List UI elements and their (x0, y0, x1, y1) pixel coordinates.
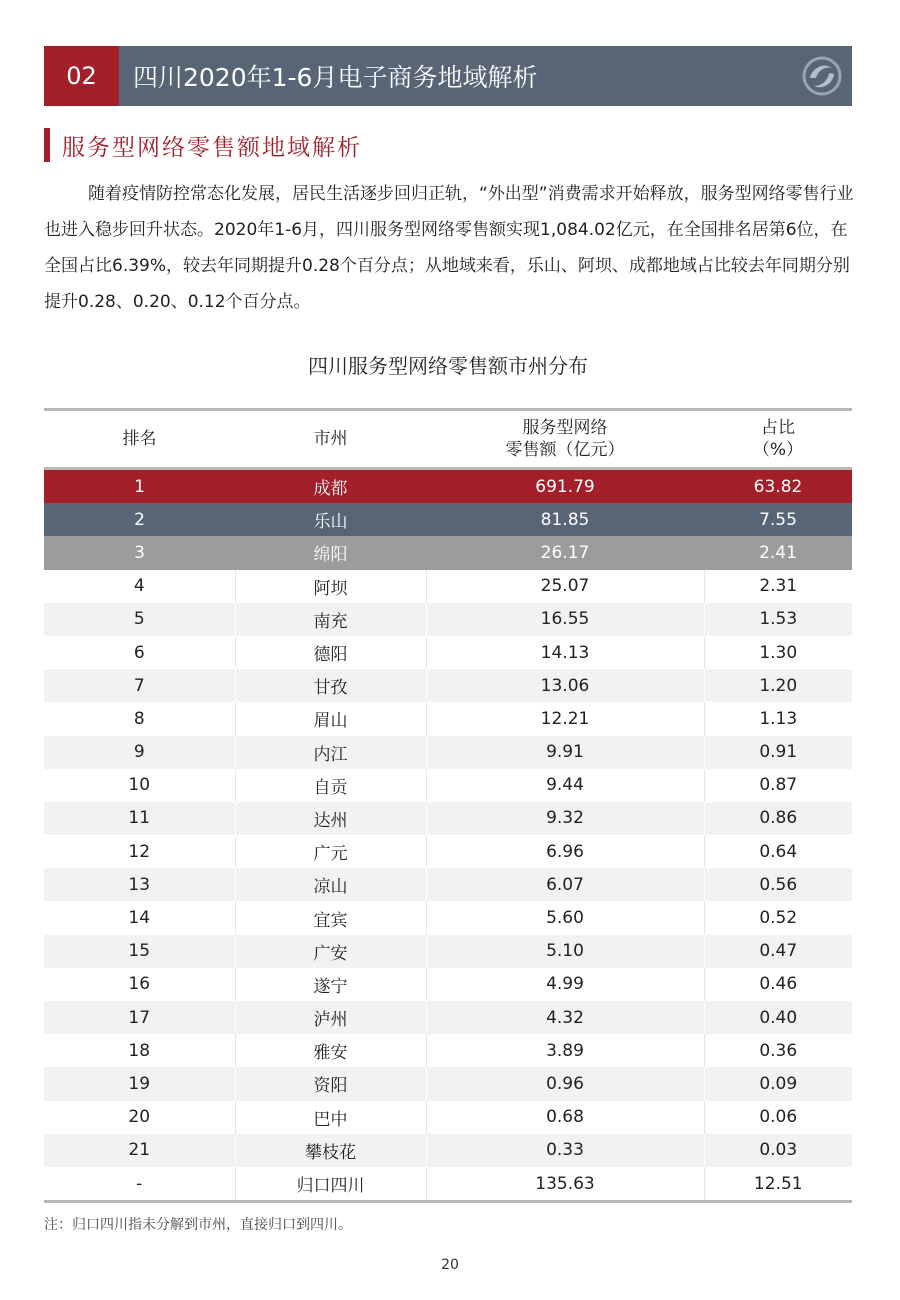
cell-city: 广元 (235, 835, 426, 868)
table-row (44, 802, 852, 835)
cell-city: 达州 (235, 802, 426, 835)
cell-rank: 18 (128, 1040, 151, 1061)
table-row (44, 1001, 852, 1034)
cell-rank: 17 (128, 1007, 151, 1028)
cell-city: 宜宾 (235, 901, 426, 934)
page-number: 20 (441, 1257, 459, 1273)
cell-city: 内江 (235, 736, 426, 769)
cell-city: 德阳 (235, 636, 426, 669)
section-heading (44, 128, 362, 162)
cell-sales: 9.91 (426, 736, 704, 769)
table-row (44, 901, 852, 934)
table-title: 四川服务型网络零售额市州分布 (308, 354, 588, 378)
cell-sales: 5.10 (426, 935, 704, 968)
cell-share: 0.46 (704, 968, 852, 1001)
table-row (44, 669, 852, 702)
header-city: 市州 (313, 429, 348, 449)
cell-sales: 4.99 (426, 968, 704, 1001)
cell-city: 绵阳 (313, 545, 348, 566)
cell-sales: 6.07 (426, 868, 704, 901)
cell-sales: 81.85 (540, 509, 590, 530)
cell-share: 0.87 (704, 769, 852, 802)
cell-rank: 7 (133, 675, 145, 696)
cell-city: 广安 (235, 935, 426, 968)
cell-city: 归口四川 (235, 1167, 426, 1202)
cell-sales: 3.89 (426, 1034, 704, 1067)
cell-rank: 6 (133, 642, 145, 663)
section-title: 服务型网络零售额地域解析 (62, 134, 362, 161)
cell-rank: 4 (133, 576, 145, 597)
cell-rank: 5 (133, 609, 145, 630)
cell-city: 遂宁 (235, 968, 426, 1001)
cell-city: 甘孜 (235, 669, 426, 702)
table-row (44, 835, 852, 868)
cell-sales: 16.55 (426, 603, 704, 636)
cell-city: 凉山 (235, 868, 426, 901)
section-number: 02 (44, 46, 119, 106)
heading-bar (44, 128, 50, 162)
table-row (44, 536, 852, 569)
logo-icon (802, 56, 842, 96)
cell-city: 南充 (235, 603, 426, 636)
table-row (44, 636, 852, 669)
table-body (44, 469, 852, 1202)
cell-sales: 9.32 (426, 802, 704, 835)
table-row (44, 469, 852, 504)
header-sales-line2: 零售额（亿元） (505, 440, 625, 460)
cell-city: 成都 (313, 479, 348, 500)
cell-rank: 15 (128, 941, 151, 962)
cell-rank: 3 (134, 542, 145, 563)
city-sales-table (44, 408, 852, 1203)
cell-sales: 4.32 (426, 1001, 704, 1034)
header-share (704, 410, 852, 469)
header-sales (426, 410, 704, 469)
cell-rank: 12 (128, 841, 151, 862)
cell-share: 7.55 (759, 509, 797, 530)
cell-sales: 9.44 (426, 769, 704, 802)
cell-sales: 6.96 (426, 835, 704, 868)
cell-sales: 135.63 (426, 1167, 704, 1202)
cell-rank: 19 (128, 1073, 151, 1094)
cell-sales: 691.79 (535, 476, 595, 497)
table-row (44, 1134, 852, 1167)
cell-share: 0.86 (704, 802, 852, 835)
cell-rank: 11 (128, 808, 151, 829)
cell-city: 自贡 (235, 769, 426, 802)
table-row (44, 570, 852, 603)
cell-sales: 5.60 (426, 901, 704, 934)
cell-share: 0.47 (704, 935, 852, 968)
header-share-line1: 占比 (761, 418, 795, 438)
cell-share: 2.31 (704, 570, 852, 603)
cell-share: 0.03 (704, 1134, 852, 1167)
header-rank: 排名 (122, 429, 157, 449)
cell-share: 1.30 (704, 636, 852, 669)
cell-city: 泸州 (235, 1001, 426, 1034)
table-row (44, 1034, 852, 1067)
cell-share: 0.56 (704, 868, 852, 901)
cell-sales: 0.68 (426, 1101, 704, 1134)
cell-share: 0.40 (704, 1001, 852, 1034)
cell-share: 0.36 (704, 1034, 852, 1067)
cell-sales: 13.06 (426, 669, 704, 702)
table-row (44, 968, 852, 1001)
cell-city: 巴中 (235, 1101, 426, 1134)
cell-rank: 2 (134, 509, 145, 530)
table-row (44, 1067, 852, 1100)
cell-rank: 13 (128, 874, 151, 895)
cell-rank: - (136, 1173, 143, 1194)
page-title (119, 46, 852, 106)
cell-share: 0.64 (704, 835, 852, 868)
cell-city: 阿坝 (235, 570, 426, 603)
cell-share: 63.82 (753, 476, 803, 497)
table-row (44, 935, 852, 968)
table-row (44, 1101, 852, 1134)
cell-rank: 8 (133, 708, 145, 729)
cell-sales: 0.96 (426, 1067, 704, 1100)
cell-share: 0.91 (704, 736, 852, 769)
cell-city: 雅安 (235, 1034, 426, 1067)
intro-paragraph-text: 随着疫情防控常态化发展，居民生活逐步回归正轨，“外出型”消费需求开始释放，服务型网络零售行业也进入稳步回升状态。2020年1-6月，四川服务型网络零售额实现1,084.02亿元，在全国排名居第6位，在全国占比6.39%，较去年同期提升0.28个百分点；从地域来看，乐山、阿坝、成都地域占比较去年同期分别提升0.28、0.20、0.12个百分点。 (44, 184, 854, 312)
cell-share: 0.06 (704, 1101, 852, 1134)
table-row (44, 1167, 852, 1202)
section-header (44, 46, 852, 106)
cell-rank: 9 (133, 742, 145, 763)
cell-city: 眉山 (235, 702, 426, 735)
table-row (44, 503, 852, 536)
cell-share: 12.51 (704, 1167, 852, 1202)
header-sales-line1: 服务型网络 (522, 418, 608, 438)
cell-share: 2.41 (759, 542, 797, 563)
intro-paragraph (44, 176, 856, 320)
cell-sales: 25.07 (426, 570, 704, 603)
table-header (44, 410, 852, 469)
cell-rank: 1 (134, 476, 145, 497)
cell-sales: 14.13 (426, 636, 704, 669)
table-row (44, 603, 852, 636)
cell-city: 乐山 (313, 512, 348, 533)
table-row (44, 702, 852, 735)
cell-rank: 14 (128, 908, 151, 929)
footnote: 注：归口四川指未分解到市州，直接归口到四川。 (44, 1217, 352, 1233)
cell-rank: 10 (128, 775, 151, 796)
cell-rank: 21 (128, 1140, 151, 1161)
cell-share: 1.13 (704, 702, 852, 735)
table-row (44, 769, 852, 802)
cell-share: 1.53 (704, 603, 852, 636)
cell-rank: 20 (128, 1107, 151, 1128)
table-row (44, 868, 852, 901)
cell-rank: 16 (128, 974, 151, 995)
cell-share: 1.20 (704, 669, 852, 702)
header-share-line2: （%） (752, 440, 804, 460)
table-row (44, 736, 852, 769)
cell-share: 0.52 (704, 901, 852, 934)
cell-sales: 0.33 (426, 1134, 704, 1167)
cell-city: 攀枝花 (235, 1134, 426, 1167)
cell-city: 资阳 (235, 1067, 426, 1100)
cell-share: 0.09 (704, 1067, 852, 1100)
cell-sales: 26.17 (540, 542, 590, 563)
cell-sales: 12.21 (426, 702, 704, 735)
page-title-text: 四川2020年1-6月电子商务地域解析 (133, 63, 538, 92)
